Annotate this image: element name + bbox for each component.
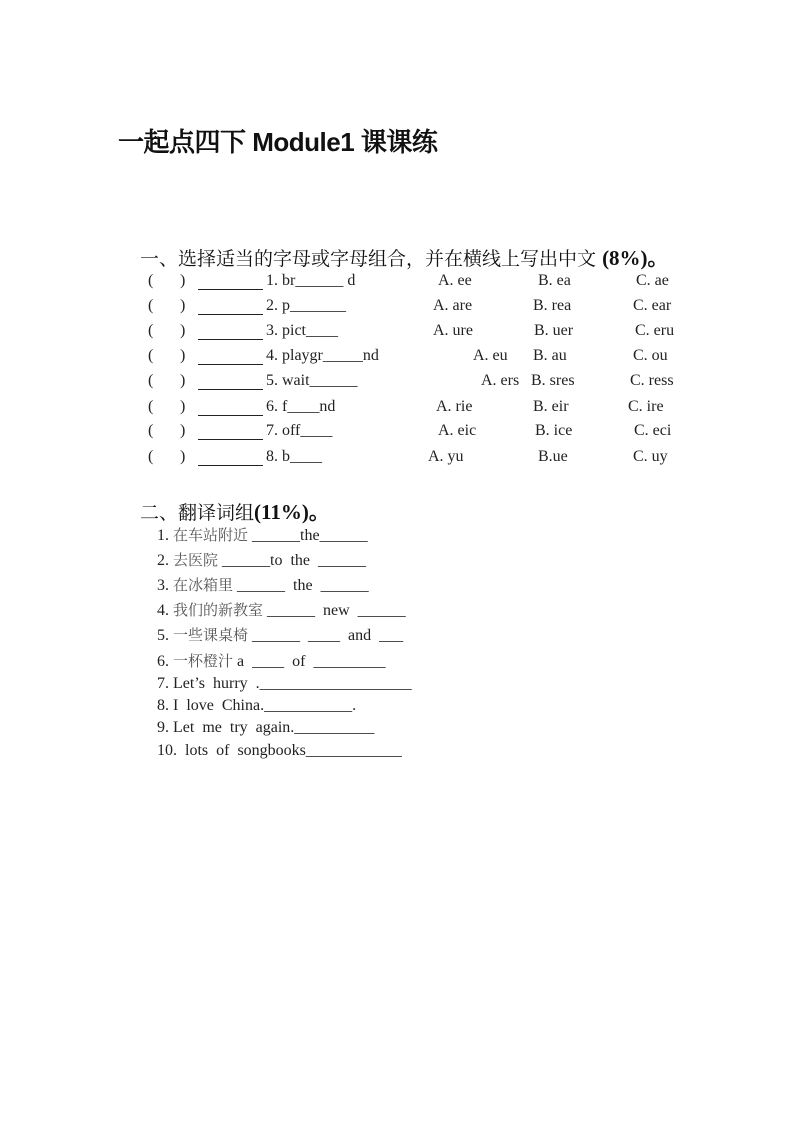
answer-paren-open: (	[148, 372, 154, 389]
answer-blank[interactable]	[198, 322, 263, 340]
answer-blank[interactable]	[198, 448, 263, 466]
option-c: C. eru	[635, 322, 675, 339]
chinese-phrase: 我们的新教室	[173, 601, 264, 619]
row-number: 1.	[157, 527, 169, 544]
translation-row	[157, 718, 374, 737]
option-a: A. are	[433, 297, 473, 314]
question-item: 6. f____nd	[266, 398, 336, 415]
answer-paren-open: (	[148, 422, 154, 439]
row-number: 10.	[157, 742, 177, 759]
answer-paren-open: (	[148, 398, 154, 415]
row-number: 2.	[157, 552, 169, 569]
translation-row	[157, 624, 403, 645]
section1-heading	[140, 242, 669, 272]
question-item: 2. p_______	[266, 297, 346, 314]
row-number: 7.	[157, 675, 169, 692]
option-b: B. ea	[538, 272, 571, 289]
option-b: B. sres	[531, 372, 575, 389]
option-a: A. ee	[438, 272, 472, 289]
answer-paren-close: )	[180, 272, 186, 289]
translation-row	[157, 650, 385, 671]
chinese-phrase: 在车站附近	[173, 526, 249, 544]
option-b: B. eir	[533, 398, 569, 415]
option-b: B. uer	[534, 322, 574, 339]
option-a: A. eu	[473, 347, 508, 364]
option-c: C. ear	[633, 297, 672, 314]
question-item: 3. pict____	[266, 322, 338, 339]
row-number: 4.	[157, 602, 169, 619]
question-item: 5. wait______	[266, 372, 358, 389]
translation-row	[157, 574, 369, 595]
option-b: B.ue	[538, 448, 568, 465]
english-blank-text: Let’s hurry .___________________	[173, 675, 412, 692]
english-blank-text: Let me try again.__________	[173, 719, 375, 736]
answer-paren-close: )	[180, 322, 186, 339]
translation-row	[157, 741, 402, 760]
row-number: 8.	[157, 697, 169, 714]
answer-paren-open: (	[148, 297, 154, 314]
english-blank-text: ______to the ______	[218, 552, 367, 569]
option-b: B. ice	[535, 422, 573, 439]
translation-row	[157, 599, 406, 620]
option-a: A. rie	[436, 398, 473, 415]
english-blank-text: lots of songbooks____________	[181, 742, 402, 759]
section1-score: (8%)。	[602, 246, 669, 270]
option-c: C. uy	[633, 448, 668, 465]
answer-paren-open: (	[148, 322, 154, 339]
option-c: C. ress	[630, 372, 674, 389]
option-c: C. eci	[634, 422, 672, 439]
question-item: 1. br______ d	[266, 272, 356, 289]
section2-heading	[140, 496, 330, 526]
option-c: C. ire	[628, 398, 664, 415]
answer-paren-close: )	[180, 347, 186, 364]
answer-blank[interactable]	[198, 398, 263, 416]
option-b: B. au	[533, 347, 567, 364]
answer-paren-close: )	[180, 398, 186, 415]
answer-paren-open: (	[148, 347, 154, 364]
answer-paren-close: )	[180, 448, 186, 465]
answer-paren-close: )	[180, 372, 186, 389]
chinese-phrase: 一些课桌椅	[173, 626, 249, 644]
row-number: 3.	[157, 577, 169, 594]
answer-blank[interactable]	[198, 297, 263, 315]
row-number: 5.	[157, 627, 169, 644]
translation-row	[157, 549, 366, 570]
option-a: A. yu	[428, 448, 464, 465]
answer-blank[interactable]	[198, 372, 263, 390]
english-blank-text: I love China.___________.	[173, 697, 357, 714]
answer-paren-close: )	[180, 422, 186, 439]
question-item: 8. b____	[266, 448, 322, 465]
option-b: B. rea	[533, 297, 572, 314]
option-c: C. ou	[633, 347, 668, 364]
section2-score: (11%)。	[254, 500, 330, 524]
english-blank-text: ______the______	[248, 527, 368, 544]
translation-row	[157, 524, 368, 545]
chinese-phrase: 在冰箱里	[173, 576, 234, 594]
section1-heading-text: 一、选择适当的字母或字母组合，并在横线上写出中文	[140, 248, 597, 270]
chinese-phrase: 去医院	[173, 551, 219, 569]
question-item: 4. playgr_____nd	[266, 347, 379, 364]
answer-paren-open: (	[148, 272, 154, 289]
english-blank-text: ______ the ______	[233, 577, 369, 594]
translation-row	[157, 696, 356, 715]
answer-blank[interactable]	[198, 422, 263, 440]
row-number: 6.	[157, 653, 169, 670]
answer-blank[interactable]	[198, 272, 263, 290]
option-a: A. ers	[481, 372, 520, 389]
answer-paren-close: )	[180, 297, 186, 314]
option-a: A. ure	[433, 322, 473, 339]
row-number: 9.	[157, 719, 169, 736]
section2-heading-text: 二、翻译词组	[140, 502, 255, 524]
english-blank-text: ______ new ______	[263, 602, 406, 619]
answer-blank[interactable]	[198, 347, 263, 365]
page-title: 一起点四下 Module1 课课练	[118, 127, 438, 157]
english-blank-text: ______ ____ and ___	[248, 627, 404, 644]
translation-row	[157, 674, 412, 693]
chinese-phrase: 一杯橙汁	[173, 652, 234, 670]
question-item: 7. off____	[266, 422, 333, 439]
answer-paren-open: (	[148, 448, 154, 465]
option-c: C. ae	[636, 272, 669, 289]
option-a: A. eic	[438, 422, 477, 439]
english-blank-text: a ____ of _________	[233, 653, 386, 670]
